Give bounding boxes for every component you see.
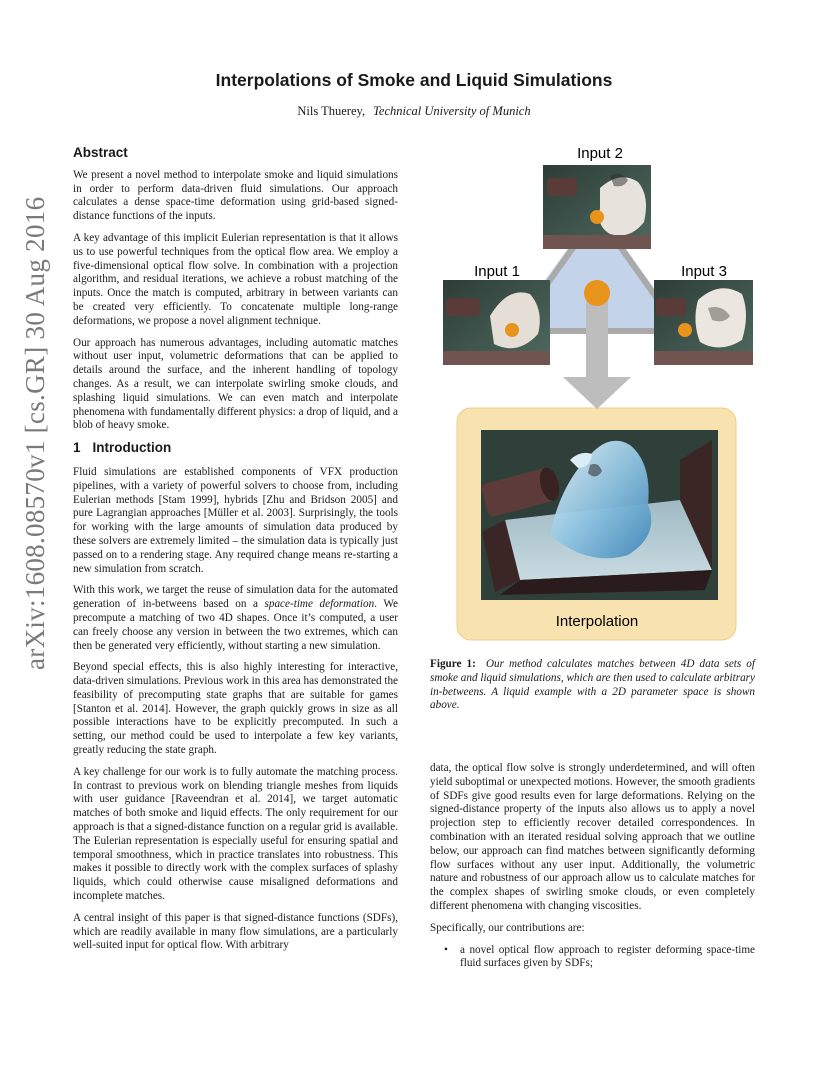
author-line	[0, 104, 828, 119]
abstract-paragraph: A key advantage of this implicit Eulerian representation is that it allows us to use powerful techniques from the optical flow area. We employ a five-dimensional optical flow solve. In combination with a projection algorithm, and residual iterations, we achieve a robust matching of the inputs. Once the match is computed, arbitrary in between variants can be created very efficiently. To concatenate multiple long-range deformations, we propose a novel alignment technique.	[73, 231, 398, 327]
section-heading-introduction	[73, 441, 398, 455]
caption-label: Figure 1:	[430, 658, 476, 670]
figure-illustration	[430, 140, 770, 650]
input-3-marker	[678, 323, 692, 337]
section-number: 1	[73, 440, 81, 456]
bullet-icon: •	[444, 943, 448, 956]
input-2-marker	[590, 210, 604, 224]
figure-1	[430, 140, 770, 650]
interpolation-point-marker	[584, 280, 610, 306]
list-item	[446, 944, 755, 972]
interpolation-render	[480, 430, 718, 600]
contributions-list	[430, 944, 755, 972]
paper-title: Interpolations of Smoke and Liquid Simulations	[215, 70, 613, 90]
intro-paragraph: A key challenge for our work is to fully automate the matching process. In contrast to previous work on blending triangle meshes from liquids with user guidance [Raveendran et al. 2014], we target automatic matches of both smoke and liquid effects. The only requirement for our approach is that a signed-distance function on a regular grid is available. The Eulerian representation is especially useful for ensuring spatial and temporal smoothness, which in practice translates into robustness. This makes it possible to directly work with the complex surfaces of splashy liquids, which could otherwise cause misaligned deformations and incomplete matches.	[73, 765, 398, 903]
body-paragraph: data, the optical flow solve is strongly underdetermined, and will often yield suboptimal or unexpected motions. However, the smooth gradients of SDFs give good results even for large deformations. Relying on the signed-distance property of the inputs also allows us to apply a novel projection step to efficiently recover detailed correspondences. In combination with an iterated residual solving approach that we outline below, our approach can find matches between significantly deforming flow surfaces without any user input. Additionally, the volumetric nature and robustness of our approach allow us to calculate matches for the complex shapes of swirling smoke clouds, or even completely different phenomena with changing viscosities.	[430, 762, 755, 912]
caption-text: Our method calculates matches between 4D data sets of smoke and liquid simulations, which are then used to calculate arbitrary in-betweens. A liquid example with a 2D parameter space is shown above.	[430, 658, 755, 712]
input-3-label: Input 3	[681, 263, 727, 280]
input-1-label: Input 1	[474, 263, 520, 280]
input-1-render	[443, 280, 550, 365]
body-paragraph: Specifically, our contributions are:	[430, 921, 585, 934]
arxiv-stamp: arXiv:1608.08570v1 [cs.GR] 30 Aug 2016	[20, 196, 50, 670]
intro-paragraph: Fluid simulations are established components of VFX production pipelines, with a variety of powerful solvers to choose from, including Eulerian methods [Stam 1999], hybrids [Zhu and Bridson 2005] and pure Lagrangian approaches [Müller et al. 2003]. Surprisingly, the tools for working with the large amounts of simulation data produced by these solvers are extremely limited – the simulation data is typically just passed on to a rendering stage. Any required change means re-starting a new simulation from scratch.	[73, 465, 398, 575]
interpolation-label: Interpolation	[555, 613, 639, 630]
intro-paragraph	[73, 584, 398, 653]
abstract-paragraph: Our approach has numerous advantages, including automatic matches without user input, volumetric deformations that can be applied to details around the surface, and the inherent handling of topology changes. As a result, we can interpolate swirling smoke clouds, and splashing liquid simulations. We can even match and interpolate phenomena with fundamentally different physics: a drop of liquid, and a blob of heavy smoke.	[73, 336, 398, 432]
right-column	[430, 762, 755, 971]
left-column	[73, 146, 398, 961]
input-1-marker	[505, 323, 519, 337]
abstract-heading: Abstract	[73, 145, 128, 160]
abstract-paragraph: We present a novel method to interpolate smoke and liquid simulations in order to perform data-driven fluid simulations. Our approach calculates a dense space-time deformation using grid-based signed-distance functions of the inputs.	[73, 168, 398, 223]
intro-paragraph: A central insight of this paper is that signed-distance functions (SDFs), which are readily available in many flow simulations, are a particularly well-suited input for optical flow. With arbitrary	[73, 911, 398, 952]
figure-caption	[430, 658, 755, 713]
input-3-render	[654, 280, 753, 365]
author-name: Nils Thuerey,	[297, 104, 366, 118]
intro-paragraph: Beyond special effects, this is also highly interesting for interactive, data-driven simulations. Previous work in this area has demonstrated the feasibility of precomputing state graphs that are suitable for games [Stanton et al. 2014]. However, the graph quickly grows in size as all possible interactions have to be explicitly precomputed. In such a setting, our method could be used to interpolate a few key variants, greatly reducing the state graph.	[73, 661, 398, 757]
input-2-label: Input 2	[577, 145, 623, 162]
input-2-render	[543, 165, 651, 249]
intro-emphasis: space-time deformation	[264, 598, 375, 611]
intro-text: With this work, we target the reuse of simulation data for the automated generation of in-betweens based on a	[73, 584, 398, 611]
list-item-text: a novel optical flow approach to register deforming space-time fluid surfaces given by SDFs;	[460, 943, 755, 970]
section-title: Introduction	[92, 440, 172, 456]
intro-text: . We precompute a matching of two 4D shapes. Once it’s computed, a user can freely choose any version in between the two extremes, which can then be generated very efficiently, without starting a new simulation.	[73, 598, 398, 652]
author-affiliation: Technical University of Munich	[373, 104, 531, 118]
